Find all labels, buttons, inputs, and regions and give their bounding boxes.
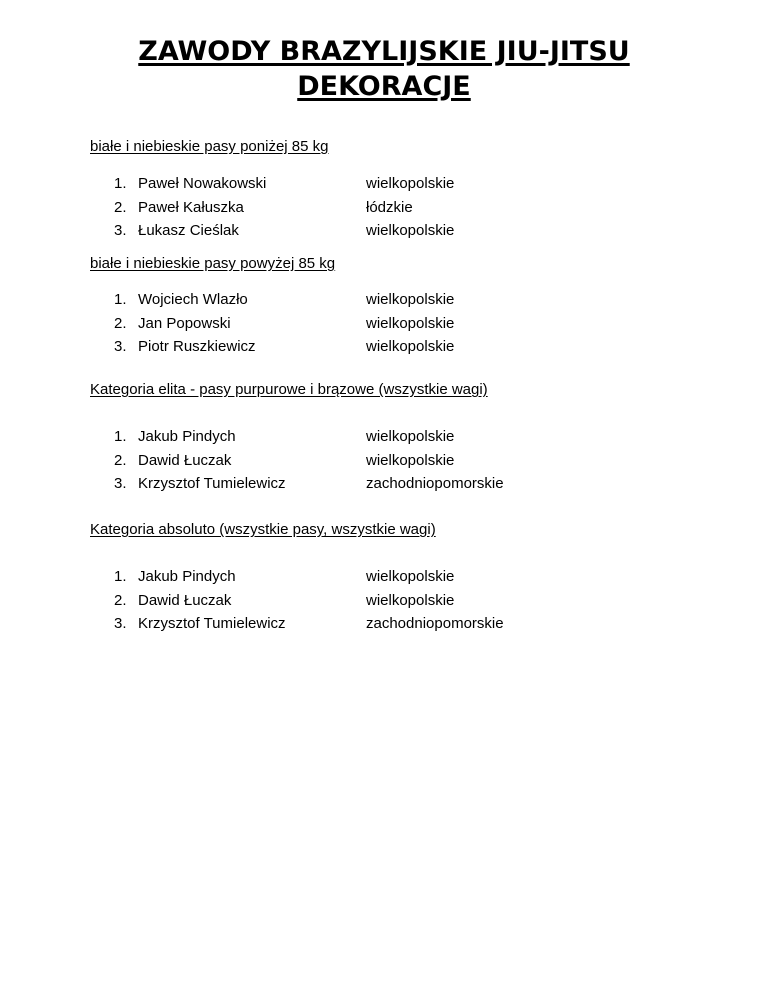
section-heading: Kategoria absoluto (wszystkie pasy, wszystkie wagi) bbox=[90, 521, 436, 538]
title-line-2: DEKORACJE bbox=[297, 71, 471, 102]
results-list bbox=[90, 288, 730, 359]
list-item bbox=[90, 565, 730, 589]
list-item bbox=[90, 589, 730, 613]
category-section-under-85kg bbox=[90, 138, 730, 243]
competitor-region: wielkopolskie bbox=[366, 175, 455, 192]
list-item bbox=[90, 612, 730, 636]
competitor-name: Wojciech Wlazło bbox=[138, 291, 248, 308]
place-number: 1. bbox=[114, 291, 127, 308]
list-item bbox=[90, 196, 730, 220]
category-section-elite bbox=[90, 381, 730, 496]
competitor-region: zachodniopomorskie bbox=[366, 615, 504, 632]
section-heading: Kategoria elita - pasy purpurowe i brązowe (wszystkie wagi) bbox=[90, 381, 488, 398]
place-number: 3. bbox=[114, 475, 127, 492]
competitor-region: wielkopolskie bbox=[366, 451, 455, 469]
place-number: 3. bbox=[114, 615, 127, 632]
place-number: 1. bbox=[114, 568, 127, 585]
competitor-name: Jan Popowski bbox=[138, 314, 231, 332]
results-list bbox=[90, 425, 730, 496]
competitor-region: wielkopolskie bbox=[366, 591, 455, 609]
place-number: 2. bbox=[114, 591, 127, 609]
place-number: 2. bbox=[114, 451, 127, 469]
competitor-name: Krzysztof Tumielewicz bbox=[138, 475, 286, 492]
competitor-name: Jakub Pindych bbox=[138, 428, 236, 445]
list-item bbox=[90, 288, 730, 312]
section-heading: białe i niebieskie pasy powyżej 85 kg bbox=[90, 255, 336, 272]
competitor-region: wielkopolskie bbox=[366, 428, 455, 445]
place-number: 2. bbox=[114, 198, 127, 216]
place-number: 3. bbox=[114, 222, 127, 239]
competitor-name: Dawid Łuczak bbox=[138, 451, 232, 469]
competitor-region: zachodniopomorskie bbox=[366, 475, 504, 492]
place-number: 2. bbox=[114, 314, 127, 332]
competitor-name: Piotr Ruszkiewicz bbox=[138, 338, 256, 355]
competitor-region: wielkopolskie bbox=[366, 338, 455, 355]
place-number: 3. bbox=[114, 338, 127, 355]
competitor-region: wielkopolskie bbox=[366, 568, 455, 585]
category-section-absolute bbox=[90, 521, 730, 636]
list-item bbox=[90, 335, 730, 359]
competitor-region: wielkopolskie bbox=[366, 222, 455, 239]
competitor-name: Dawid Łuczak bbox=[138, 591, 232, 609]
competitor-region: wielkopolskie bbox=[366, 314, 455, 332]
competitor-region: wielkopolskie bbox=[366, 291, 455, 308]
list-item bbox=[90, 449, 730, 473]
section-heading: białe i niebieskie pasy poniżej 85 kg bbox=[90, 138, 329, 155]
competitor-name: Łukasz Cieślak bbox=[138, 222, 239, 239]
competitor-name: Jakub Pindych bbox=[138, 568, 236, 585]
category-section-over-85kg bbox=[90, 255, 730, 359]
results-list bbox=[90, 565, 730, 636]
title-line-1: ZAWODY BRAZYLIJSKIE JIU-JITSU bbox=[138, 36, 630, 67]
list-item bbox=[90, 312, 730, 336]
results-list bbox=[90, 172, 730, 243]
place-number: 1. bbox=[114, 428, 127, 445]
place-number: 1. bbox=[114, 175, 127, 192]
competitor-name: Paweł Kałuszka bbox=[138, 198, 244, 216]
list-item bbox=[90, 425, 730, 449]
page-title bbox=[0, 34, 768, 104]
competitor-name: Krzysztof Tumielewicz bbox=[138, 615, 286, 632]
list-item bbox=[90, 472, 730, 496]
list-item bbox=[90, 219, 730, 243]
list-item bbox=[90, 172, 730, 196]
competitor-region: łódzkie bbox=[366, 198, 413, 216]
competitor-name: Paweł Nowakowski bbox=[138, 175, 267, 192]
